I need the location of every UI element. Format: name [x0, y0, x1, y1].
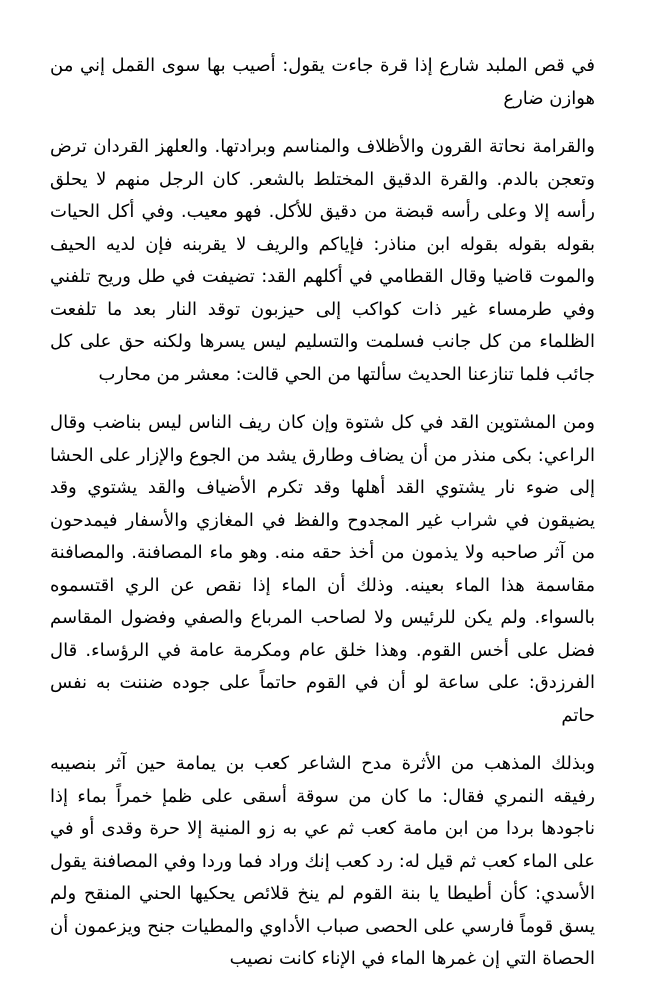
paragraph: وبذلك المذهب من الأثرة مدح الشاعر كعب بن يمامة حين آثر بنصيبه رفيقه النمري فقال: ما كان من سوقة أسقى على ظمإ خمراً بماء إذا ناجودها بردا من ابن مامة كعب ثم عي به زو المنية إلا حرة وقدى أو في على الماء كعب ثم قيل له: رد كعب إنك وراد فما وردا وفي المصافنة يقول الأسدي: كأن أطيطا يا بنة القوم لم ينخ قلائص يحكيها الحني المنقح ولم يسق قوماً فارسي على الحصى صباب الأداوي والمطيات جنح ويزعمون أن الحصاة التي إن غمرها الماء في الإناء كانت نصيب [50, 753, 595, 969]
paragraph: والقرامة نحاتة القرون والأظلاف والمناسم وبرادتها. والعلهز القردان ترض وتعجن بالدم. والقرة الدقيق المختلط بالشعر. كان الرجل منهم لا يحلق رأسه إلا وعلى رأسه قبضة من دقيق للأكل. فهو معيب. وفي أكل الحيات بقوله بقوله بقوله ابن مناذر: فإياكم والريف لا يقربنه فإن لديه الحيف والموت قاضيا وقال القطامي في أكلهم القد: تضيفت في طل وريح تلفني وفي طرمساء غير ذات كواكب إلى حيزبون توقد النار بعد ما تلفعت الظلماء من كل جانب فسلمت والتسليم ليس يسرها ولكنه حق على كل جائب فلما تنازعنا الحديث سألتها من الحي قالت: معشر من محارب [50, 136, 595, 385]
paragraph: ومن المشتوين القد في كل شتوة وإن كان ريف الناس ليس بناضب وقال الراعي: بكى منذر من أن يضاف وطارق يشد من الجوع والإزار على الحشا إلى ضوء نار يشتوي القد أهلها وقد تكرم الأضياف والقد يشتوي وقد يضيقون في شراب غير المجدوح والفظ في المغازي والأسفار فيمدحون من آثر صاحبه ولا يذمون من أخذ حقه منه. وهو ماء المصافنة. والمصافنة مقاسمة هذا الماء بعينه. وذلك أن الماء إذا نقص عن الري اقتسموه بالسواء. ولم يكن للرئيس ولا لصاحب المرباع والصفي وفضول المقاسم فضل على أخس القوم. وهذا خلق عام ومكرمة عامة في الرؤساء. قال الفرزدق: على ساعة لو أن في القوم حاتماً على جوده ضننت به نفس حاتم [50, 412, 595, 726]
paragraph: في قص الملبد شارع إذا قرة جاءت يقول: أصيب بها سوى القمل إني من هوازن ضارع [50, 55, 595, 109]
